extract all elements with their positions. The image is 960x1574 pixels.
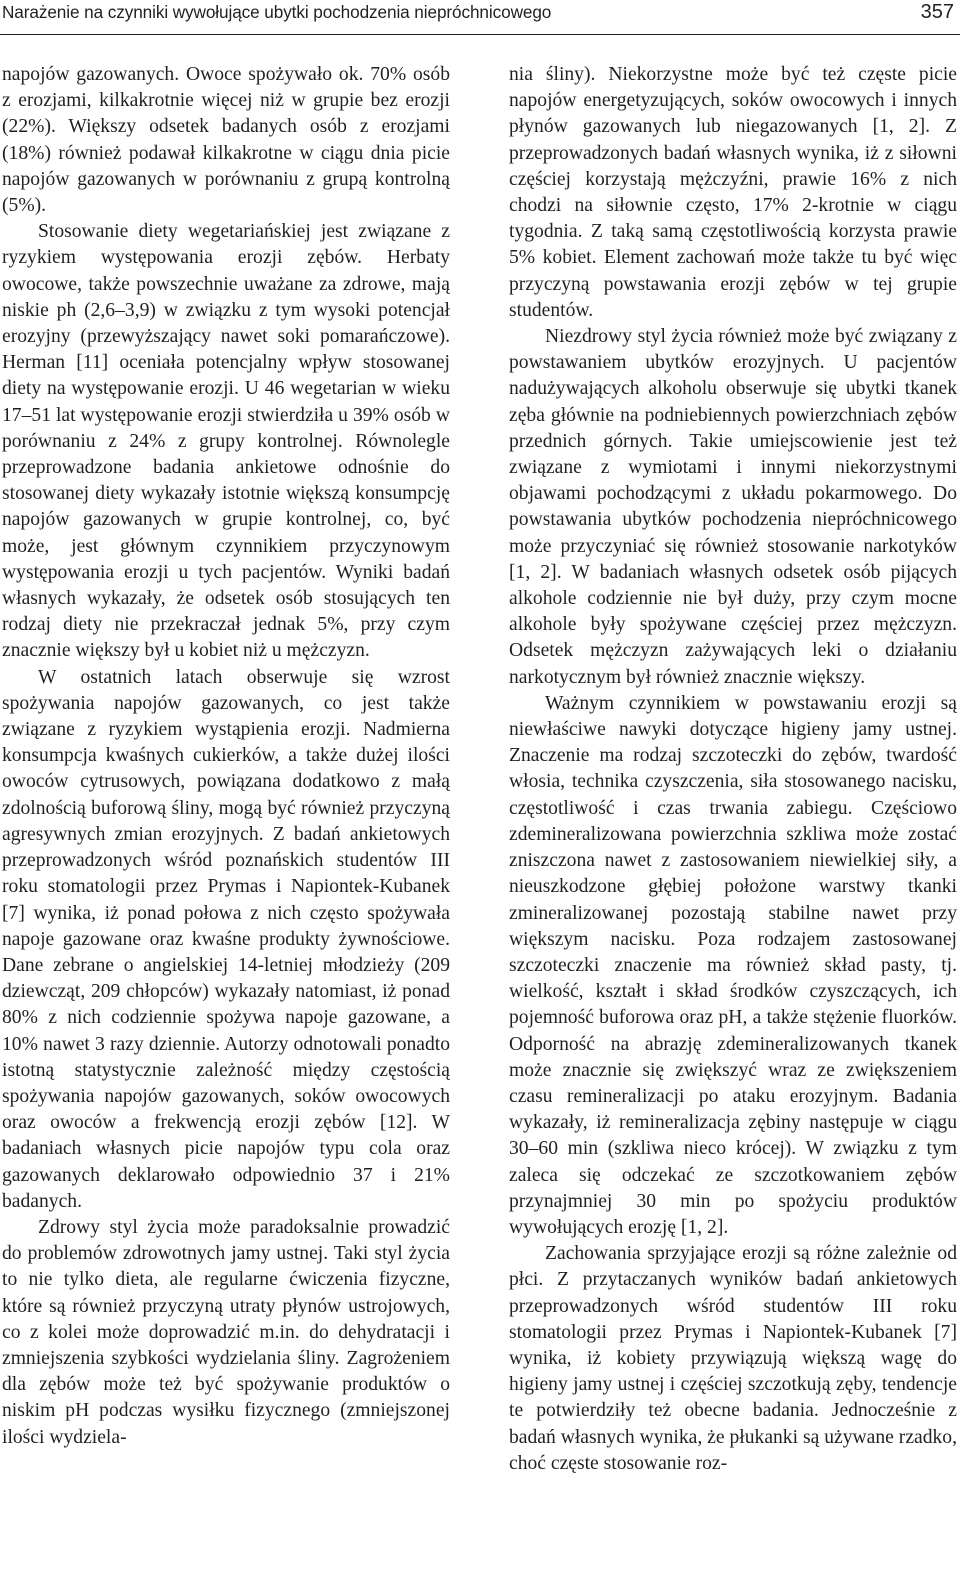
header-rule (0, 34, 960, 35)
paragraph: Ważnym czynnikiem w powstawaniu erozji są niewłaściwe nawyki dotyczące higieny jamy ustnej. Znaczenie ma rodzaj szczoteczki do zębów, twardość włosia, technika czyszczenia, siła stosowanego nacisku, częstotliwość i czas trwania zabiegu. Częściowo zdemineralizowana powierzchnia szkliwa może zostać zniszczona nawet z zastosowaniem niewielkiej siły, a nieuszkodzone głębiej położone warstwy tkanki zmineralizowanej pozostają stabilne nawet przy większym nacisku. Poza rodzajem zastosowanej szczoteczki znaczenie ma również skład pasty, tj. wielkość, kształt i skład środków czyszczących, ich pojemność buforowa oraz pH, a także stężenie fluorków. Odporność na abrazję zdemineralizowanych tkanek może znacznie się zwiększyć wraz ze zwiększeniem czasu remineralizacji po ataku erozyjnym. Badania wykazały, iż remineralizacja zębiny następuje w ciągu 30–60 min (szkliwa nieco krócej). W związku z tym zaleca się odczekać ze szczotkowaniem zębów przynajmniej 30 min po spożyciu produktów wywołujących erozję [1, 2]. (509, 692, 957, 1238)
paragraph: Stosowanie diety wegetariańskiej jest związane z ryzykiem występowania erozji zębów. Herbaty owocowe, także powszechnie uważane za zdrowe, mają niskie ph (2,6–3,9) w związku z tym wysoki potencjał erozyjny (przewyższający nawet soki pomarańczowe). Herman [11] oceniała potencjalny wpływ stosowanej diety na występowanie erozji. U 46 wegetarian w wieku 17–51 lat występowanie erozji stwierdziła u 39% osób w porównaniu z 24% z grupy kontrolnej. Równolegle przeprowadzone badania ankietowe odnośnie do stosowanej diety wykazały istotnie większą konsumpcję napojów gazowanych w grupie kontrolnej, co, być może, jest głównym czynnikiem przyczynowym występowania erozji u tych pacjentów. Wyniki badań własnych wykazały, że odsetek osób stosujących ten rodzaj diety nie przekraczał jednak 5%, przy czym znacznie większy był u kobiet niż u mężczyzn. (2, 221, 450, 662)
page-number: 357 (920, 1, 954, 23)
paragraph: Niezdrowy styl życia również może być związany z powstawaniem ubytków erozyjnych. U pacjentów nadużywających alkoholu obserwuje się ubytki tkanek zęba głównie na podniebiennych powierzchniach zębów przednich górnych. Takie umiejscowienie jest też związane z wymiotami i innymi niekorzystnymi objawami pochodzącymi z układu pokarmowego. Do powstawania ubytków pochodzenia niepróchnicowego może przyczyniać się również stosowanie narkotyków [1, 2]. W badaniach własnych odsetek osób pijących alkohole codziennie nie był duży, przy czym mocne alkohole były spożywane częściej przez mężczyzn. Odsetek mężczyzn zażywających leki o działaniu narkotycznym był również znacznie większy. (509, 326, 957, 688)
running-title: Narażenie na czynniki wywołujące ubytki pochodzenia niepróchnicowego (2, 2, 552, 22)
paragraph: Zdrowy styl życia może paradoksalnie prowadzić do problemów zdrowotnych jamy ustnej. Taki styl życia to nie tylko dieta, ale regularne ćwiczenia fizyczne, które są również przyczyną utraty płynów ustrojowych, co z kolei może doprowadzić m.in. do dehydratacji i zmniejszenia szybkości wydzielania śliny. Zagrożeniem dla zębów może też być spożywanie produktów o niskim pH podczas wysiłku fizycznego (zmniejszonej ilości wydziela- (2, 1216, 450, 1448)
paragraph: W ostatnich latach obserwuje się wzrost spożywania napojów gazowanych, co jest także związane z ryzykiem wystąpienia erozji. Nadmierna konsumpcja kwaśnych cukierków, a także dużej ilości owoców cytrusowych, powiązana dodatkowo z małą zdolnością buforową śliny, mogą być również przyczyną agresywnych zmian erozyjnych. Z badań ankietowych przeprowadzonych wśród poznańskich studentów III roku stomatologii przez Prymas i Napiontek-Kubanek [7] wynika, iż ponad połowa z nich często spożywała napoje gazowane oraz kwaśne produkty żywnościowe. Dane zebrane o angielskiej 14-letniej młodzieży (209 dziewcząt, 209 chłopców) wykazały natomiast, iż ponad 80% z nich codziennie spożywa napoje gazowane, a 10% nawet 3 razy dziennie. Autorzy odnotowali ponadto istotną statystycznie zależność między częstością spożywania napojów gazowanych, soków owocowych oraz owoców a frekwencją erozji zębów [12]. W badaniach własnych picie napojów typu cola oraz gazowanych deklarowało odpowiednio 37 i 21% badanych. (2, 666, 450, 1212)
running-header (0, 0, 960, 30)
paragraph: Zachowania sprzyjające erozji są różne zależnie od płci. Z przytaczanych wyników badań ankietowych przeprowadzonych wśród studentów III roku stomatologii przez Prymas i Napiontek-Kubanek [7] wynika, iż kobiety przywiązują większą wagę do higieny jamy ustnej i częściej szczotkują zęby, tendencje te potwierdziły też obecne badania. Jednocześnie z badań własnych wynika, że płukanki są używane rzadko, choć częste stosowanie roz- (509, 1243, 957, 1474)
paragraph: napojów gazowanych. Owoce spożywało ok. 70% osób z erozjami, kilkakrotnie więcej niż w grupie bez erozji (22%). Większy odsetek badanych osób z erozjami (18%) również podawał kilkakrotne w ciągu dnia picie napojów gazowanych w porównaniu z grupą kontrolną (5%). (2, 64, 450, 217)
paragraph: nia śliny). Niekorzystne może być też częste picie napojów energetyzujących, soków owocowych i innych płynów gazowanych lub niegazowanych [1, 2]. Z przeprowadzonych badań własnych wynika, iż z siłowni częściej korzystają mężczyźni, prawie 16% z nich chodzi na siłownie często, 17% 2-krotnie w ciągu tygodnia. Z taką samą częstotliwością korzysta prawie 5% kobiet. Element zachowań może także tu być więc przyczyną powstawania erozji zębów w tej grupie studentów. (509, 64, 957, 321)
right-column (509, 62, 957, 1477)
left-column (2, 62, 450, 1451)
